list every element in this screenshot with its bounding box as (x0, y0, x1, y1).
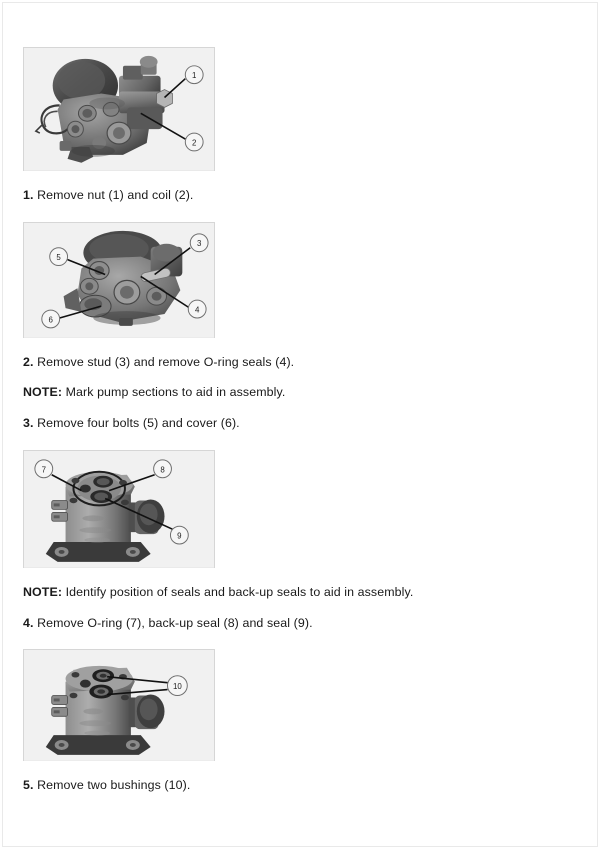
figure-1-image (24, 48, 214, 171)
callout-7 (35, 460, 53, 478)
step-2 (23, 354, 579, 371)
callout-label: 3 (196, 238, 202, 248)
callout-1 (185, 66, 203, 84)
step-2-marker: 2. (23, 354, 34, 369)
step-5-text: Remove two bushings (10). (33, 778, 191, 793)
figure-3 (23, 450, 215, 568)
note-2-text: Identify position of seals and back-up seals to aid in assembly. (62, 584, 414, 599)
note-1-marker: NOTE: (23, 385, 63, 400)
callout-label: 10 (172, 682, 182, 692)
note-2-marker: NOTE: (23, 584, 63, 599)
callout-label: 2 (192, 138, 197, 148)
step-5 (23, 777, 579, 794)
figure-3-image (24, 451, 214, 568)
callout-label: 7 (41, 465, 46, 475)
callout-label: 8 (160, 465, 165, 475)
step-2-text: Remove stud (3) and remove O-ring seals (4). (33, 354, 295, 369)
callout-5 (50, 247, 68, 265)
step-4-marker: 4. (23, 615, 34, 630)
callout-8 (154, 460, 172, 478)
step-1 (23, 187, 579, 204)
step-3-text: Remove four bolts (5) and cover (6). (33, 416, 240, 431)
figure-4-image (24, 650, 214, 761)
callout-label: 6 (48, 315, 53, 325)
step-4-text: Remove O-ring (7), back-up seal (8) and seal (9). (33, 615, 313, 630)
callout-9 (170, 526, 188, 544)
step-1-marker: 1. (23, 188, 34, 202)
step-5-marker: 5. (23, 778, 34, 793)
figure-2-image (24, 223, 214, 338)
callout-3 (190, 234, 208, 252)
callout-6 (42, 310, 60, 328)
step-3 (23, 415, 579, 432)
figure-4 (23, 649, 215, 761)
step-4 (23, 615, 579, 632)
note-2 (23, 584, 579, 601)
callout-4 (188, 300, 206, 318)
callout-label: 4 (194, 305, 200, 315)
callout-label: 5 (56, 252, 61, 262)
page-content (23, 47, 579, 794)
figure-2 (23, 222, 215, 338)
callout-10 (167, 676, 187, 696)
callout-label: 9 (177, 531, 182, 541)
document-page (2, 2, 598, 847)
callout-2 (185, 133, 203, 151)
step-3-marker: 3. (23, 416, 34, 431)
step-1-text: Remove nut (1) and coil (2). (33, 188, 194, 202)
note-1-text: Mark pump sections to aid in assembly. (62, 385, 286, 400)
callout-label: 1 (192, 71, 197, 81)
figure-1 (23, 47, 215, 171)
note-1 (23, 384, 579, 401)
